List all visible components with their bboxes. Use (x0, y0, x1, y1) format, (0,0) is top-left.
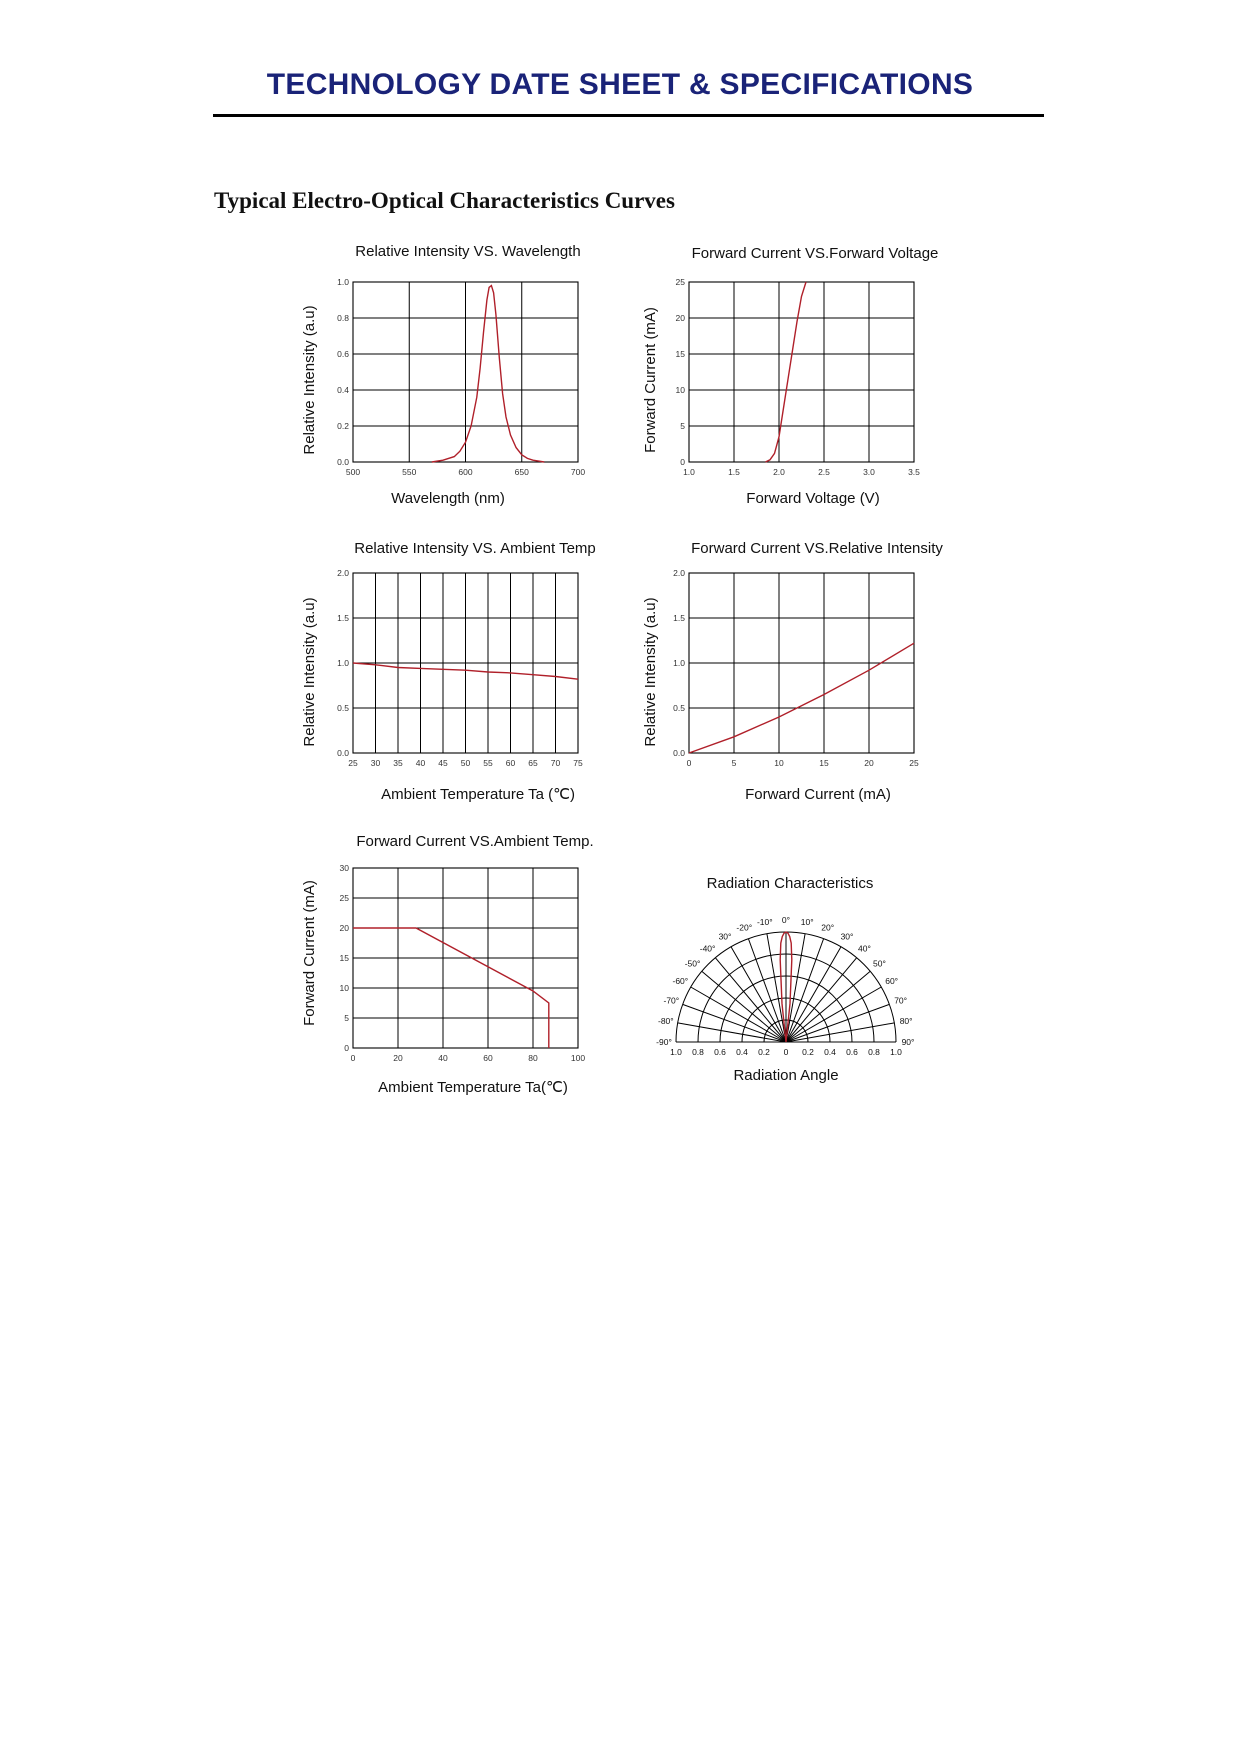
y-tick-label: 0 (344, 1043, 349, 1053)
y-tick-label: 0.6 (337, 349, 349, 359)
y-tick-label: 2.0 (337, 568, 349, 578)
series-line (432, 286, 545, 462)
x-tick-label: 650 (514, 467, 529, 477)
x-tick-label: 35 (393, 758, 403, 768)
angle-label: 70° (894, 995, 908, 1006)
radial-label: 0.8 (868, 1047, 880, 1057)
x-tick-label: 45 (438, 758, 448, 768)
x-tick-label: 60 (505, 758, 516, 768)
y-tick-label: 0.5 (673, 703, 685, 713)
chart-current-vs-temp (295, 828, 625, 1103)
series-line (689, 643, 914, 753)
y-axis-label: Relative Intensity (a.u) (642, 597, 659, 747)
angle-label: 0° (781, 915, 791, 925)
angle-label: 20° (821, 922, 835, 933)
y-tick-label: 0.4 (337, 385, 349, 395)
chart-title: Forward Current VS.Relative Intensity (691, 540, 943, 557)
title-rule (213, 114, 1044, 117)
x-tick-label: 600 (458, 467, 473, 477)
angle-label: -90° (656, 1037, 672, 1047)
y-tick-label: 1.0 (337, 277, 349, 287)
y-tick-label: 1.5 (337, 613, 349, 623)
y-tick-label: 20 (339, 923, 349, 933)
angle-label: 40° (857, 943, 871, 954)
y-tick-label: 0.0 (337, 457, 349, 467)
chart-intensity-vs-temp (295, 535, 625, 810)
angle-label: 10° (800, 916, 814, 927)
x-tick-label: 55 (483, 758, 493, 768)
chart-radiation (640, 870, 940, 1095)
page-title: TECHNOLOGY DATE SHEET & SPECIFICATIONS (266, 68, 974, 101)
y-tick-label: 0.8 (337, 313, 349, 323)
chart-current-vs-voltage (635, 240, 965, 515)
chart-title: Relative Intensity VS. Wavelength (355, 243, 581, 260)
y-tick-label: 25 (339, 893, 349, 903)
x-tick-label: 60 (483, 1053, 493, 1063)
y-tick-label: 5 (344, 1013, 349, 1023)
angle-label: 30° (840, 931, 854, 942)
x-tick-label: 70 (550, 758, 561, 768)
x-tick-label: 40 (438, 1053, 448, 1063)
x-axis-label: Forward Current (mA) (745, 786, 891, 803)
chart-title: Relative Intensity VS. Ambient Temp (354, 540, 596, 557)
radial-label: 1.0 (890, 1047, 902, 1057)
y-tick-label: 10 (339, 983, 349, 993)
x-tick-label: 75 (573, 758, 583, 768)
x-tick-label: 80 (528, 1053, 538, 1063)
angle-label: 50° (873, 958, 886, 969)
chart-title: Radiation Characteristics (706, 875, 874, 892)
x-tick-label: 0 (350, 1053, 356, 1063)
x-tick-label: 25 (909, 758, 919, 768)
x-tick-label: 50 (460, 758, 471, 768)
y-tick-label: 1.5 (673, 613, 685, 623)
grid-area (673, 568, 919, 768)
radial-label: 0.4 (824, 1047, 836, 1057)
y-tick-label: 0.0 (673, 748, 685, 758)
radial-label: 0.8 (692, 1047, 704, 1057)
x-tick-label: 100 (570, 1053, 586, 1063)
angle-label: 80° (899, 1015, 913, 1026)
x-tick-label: 15 (819, 758, 829, 768)
x-tick-label: 25 (348, 758, 358, 768)
x-tick-label: 2.5 (818, 467, 830, 477)
x-tick-label: 3.0 (863, 467, 875, 477)
y-axis-label: Forward Current (mA) (301, 880, 318, 1026)
y-tick-label: 15 (339, 953, 349, 963)
grid-area (676, 277, 921, 477)
x-tick-label: 20 (864, 758, 874, 768)
y-tick-label: 10 (675, 385, 685, 395)
x-tick-label: 500 (345, 467, 361, 477)
x-tick-label: 10 (774, 758, 784, 768)
x-axis-label: Ambient Temperature Ta(℃) (378, 1079, 568, 1096)
grid-area (340, 863, 586, 1063)
x-tick-label: 30 (370, 758, 381, 768)
angle-label: -80° (658, 1015, 674, 1026)
angle-label: -60° (672, 976, 689, 986)
radial-label: 0.6 (714, 1047, 726, 1057)
x-tick-label: 1.0 (683, 467, 695, 477)
angle-label: -40° (699, 943, 716, 954)
grid-area (337, 568, 583, 768)
radial-label: 0.4 (736, 1047, 748, 1057)
radial-label: 0.2 (758, 1047, 770, 1057)
angle-label: 30° (718, 931, 732, 942)
y-tick-label: 2.0 (673, 568, 685, 578)
x-tick-label: 65 (528, 758, 538, 768)
angle-label: 90° (901, 1037, 915, 1047)
chart-current-vs-intensity (635, 535, 965, 810)
y-axis-label: Forward Current (mA) (642, 307, 659, 453)
y-tick-label: 0.0 (337, 748, 349, 758)
series-line (766, 282, 807, 462)
chart-title: Forward Current VS.Forward Voltage (691, 245, 939, 262)
y-tick-label: 1.0 (337, 658, 349, 668)
radial-label: 0.2 (802, 1047, 814, 1057)
plot-frame (689, 282, 914, 462)
angle-label: -50° (684, 958, 701, 969)
chart-title: Forward Current VS.Ambient Temp. (356, 833, 594, 850)
angle-label: 60° (885, 976, 899, 986)
x-tick-label: 700 (570, 467, 586, 477)
radial-label: 1.0 (670, 1047, 682, 1057)
radial-label: 0 (783, 1047, 789, 1057)
x-axis-label: Wavelength (nm) (391, 490, 505, 507)
x-tick-label: 1.5 (728, 467, 740, 477)
y-tick-label: 0.5 (337, 703, 349, 713)
x-tick-label: 3.5 (908, 467, 920, 477)
radial-label: 0.6 (846, 1047, 858, 1057)
y-tick-label: 30 (339, 863, 349, 873)
x-tick-label: 40 (415, 758, 426, 768)
angle-label: -20° (736, 922, 753, 933)
x-tick-label: 20 (393, 1053, 403, 1063)
x-tick-label: 2.0 (773, 467, 785, 477)
x-tick-label: 0 (686, 758, 692, 768)
x-axis-label: Ambient Temperature Ta (℃) (381, 786, 575, 803)
section-title: Typical Electro-Optical Characteristics Curves (214, 188, 675, 213)
y-tick-label: 0 (680, 457, 685, 467)
angle-label: -10° (756, 916, 773, 927)
x-axis-label: Forward Voltage (V) (746, 490, 880, 507)
y-tick-label: 20 (675, 313, 685, 323)
y-tick-label: 25 (675, 277, 685, 287)
y-tick-label: 1.0 (673, 658, 685, 668)
y-tick-label: 5 (680, 421, 685, 431)
y-tick-label: 15 (675, 349, 685, 359)
y-tick-label: 0.2 (337, 421, 349, 431)
x-tick-label: 5 (731, 758, 737, 768)
y-axis-label: Relative Intensity (a.u) (301, 597, 318, 747)
angle-label: -70° (663, 995, 680, 1006)
chart-intensity-vs-wavelength (295, 240, 625, 515)
x-axis-label: Radiation Angle (733, 1067, 839, 1084)
x-tick-label: 550 (402, 467, 417, 477)
y-axis-label: Relative Intensity (a.u) (301, 305, 318, 455)
grid-area (337, 277, 585, 477)
